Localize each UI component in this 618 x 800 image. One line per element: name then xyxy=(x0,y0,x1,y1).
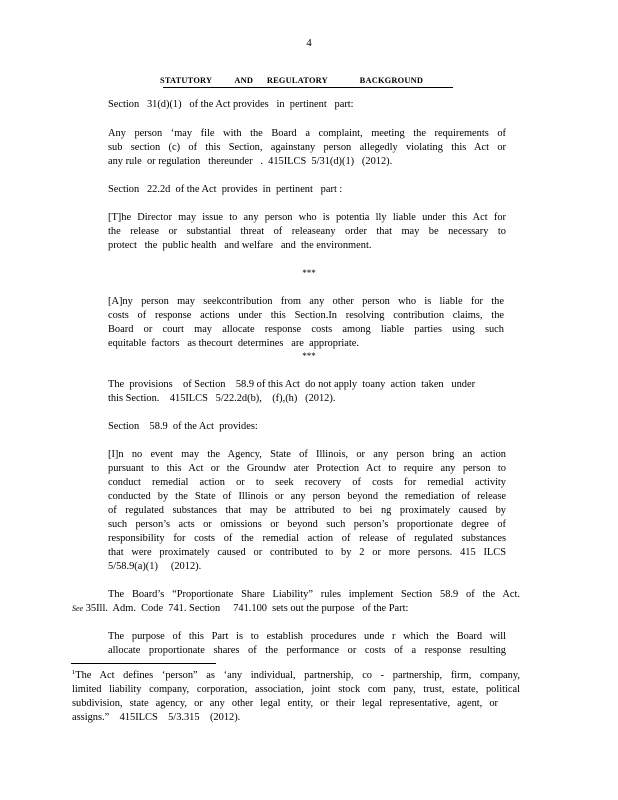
quote-22b-line-1: [A]ny person may seekcontribution from any other person who is liable for the xyxy=(108,296,504,307)
boards-rules-line-2 xyxy=(72,602,408,616)
page-number: 4 xyxy=(306,37,312,49)
quote-58-line-1: [I]n no event may the Agency, State of Illinois, or any person bring an action xyxy=(108,449,506,460)
heading-underline xyxy=(163,87,453,88)
quote-22a-line-2: the release or substantial threat of releaseany order that may be necessary to xyxy=(108,226,506,237)
see-signal: See xyxy=(72,604,84,613)
footnote-line-3: subdivision, state agency, or any other legal entity, or their legal representative, agent, or xyxy=(72,698,498,709)
footnote-separator xyxy=(71,663,216,664)
footnote-line-2: limited liability company, corporation, association, joint stock com pany, trust, estate, political xyxy=(72,684,520,695)
quote-58-line-6: such person’s acts or omissions or beyond such person’s proportionate degree of xyxy=(108,519,506,530)
quote-31-line-3: any rule or regulation thereunder . 415ILCS 5/31(d)(1) (2012). xyxy=(108,156,393,167)
quote-58-line-4: conducted by the State of Illinois or any person beyond the remediation of release xyxy=(108,491,506,502)
section-58-intro: Section 58.9 of the Act provides: xyxy=(108,421,258,432)
quote-22a-line-3: protect the public health and welfare and the environment. xyxy=(108,240,372,251)
quote-22a-line-1: [T]he Director may issue to any person who is potentia lly liable under this Act for xyxy=(108,212,506,223)
footnote-line-4: assigns.” 415ILCS 5/3.315 (2012). xyxy=(72,712,241,723)
footnote-line-1 xyxy=(72,669,520,683)
quote-31-line-2: sub section (c) of this Section, againstany person allegedly violating this Act or xyxy=(108,142,506,153)
quote-31-line-1: Any person ‘may file with the Board a complaint, meeting the requirements of xyxy=(108,128,506,139)
quote-22b-line-2: costs of response actions under this Section.In resolving contribution claims, the xyxy=(108,310,504,321)
section-31-intro: Section 31(d)(1) of the Act provides in pertinent part: xyxy=(108,99,354,110)
section-22-intro: Section 22.2d of the Act provides in pertinent part : xyxy=(108,184,343,195)
section-heading: STATUTORY AND REGULATORY BACKGROUND xyxy=(160,76,424,85)
provisions-line-1: The provisions of Section 58.9 of this Act do not apply toany action taken under xyxy=(108,379,476,390)
quote-58-line-7: responsibility for costs of the remedial action of release of regulated substances xyxy=(108,533,506,544)
quote-58-line-8: that were proximately caused or contributed to by 2 or more persons. 415 ILCS xyxy=(108,547,506,558)
quote-58-line-2: pursuant to this Act or the Groundw ater Protection Act to require any person to xyxy=(108,463,506,474)
boards-rules-line-1: The Board’s “Proportionate Share Liability” rules implement Section 58.9 of the Act. xyxy=(108,589,520,600)
footnote-line-1-text: The Act defines ‘person” as ‘any individual, partnership, co - partnership, firm, company, xyxy=(75,670,520,681)
provisions-line-2: this Section. 415ILCS 5/22.2d(b), (f),(h) (2012). xyxy=(108,393,336,404)
quote-741-line-2: allocate proportionate shares of the performance or costs of a response resulting xyxy=(108,645,506,656)
quote-22b-line-3: Board or court may allocate response costs among liable parties using such xyxy=(108,324,504,335)
boards-rules-citation: 35Ill. Adm. Code 741. Section 741.100 sets out the purpose of the Part: xyxy=(83,603,409,614)
ellipsis-stars-1: *** xyxy=(302,268,316,278)
quote-741-line-1: The purpose of this Part is to establish procedures unde r which the Board will xyxy=(108,631,506,642)
quote-22b-line-4: equitable factors as thecourt determines are appropriate. xyxy=(108,338,359,349)
quote-58-line-9: 5/58.9(a)(1) (2012). xyxy=(108,561,202,572)
quote-58-line-3: conduct remedial action or to seek recovery of costs for remedial activity xyxy=(108,477,506,488)
quote-58-line-5: of regulated substances that may be attributed to bei ng proximately caused by xyxy=(108,505,506,516)
footnote-marker: 1 xyxy=(72,669,76,676)
ellipsis-stars-2: *** xyxy=(302,351,316,361)
